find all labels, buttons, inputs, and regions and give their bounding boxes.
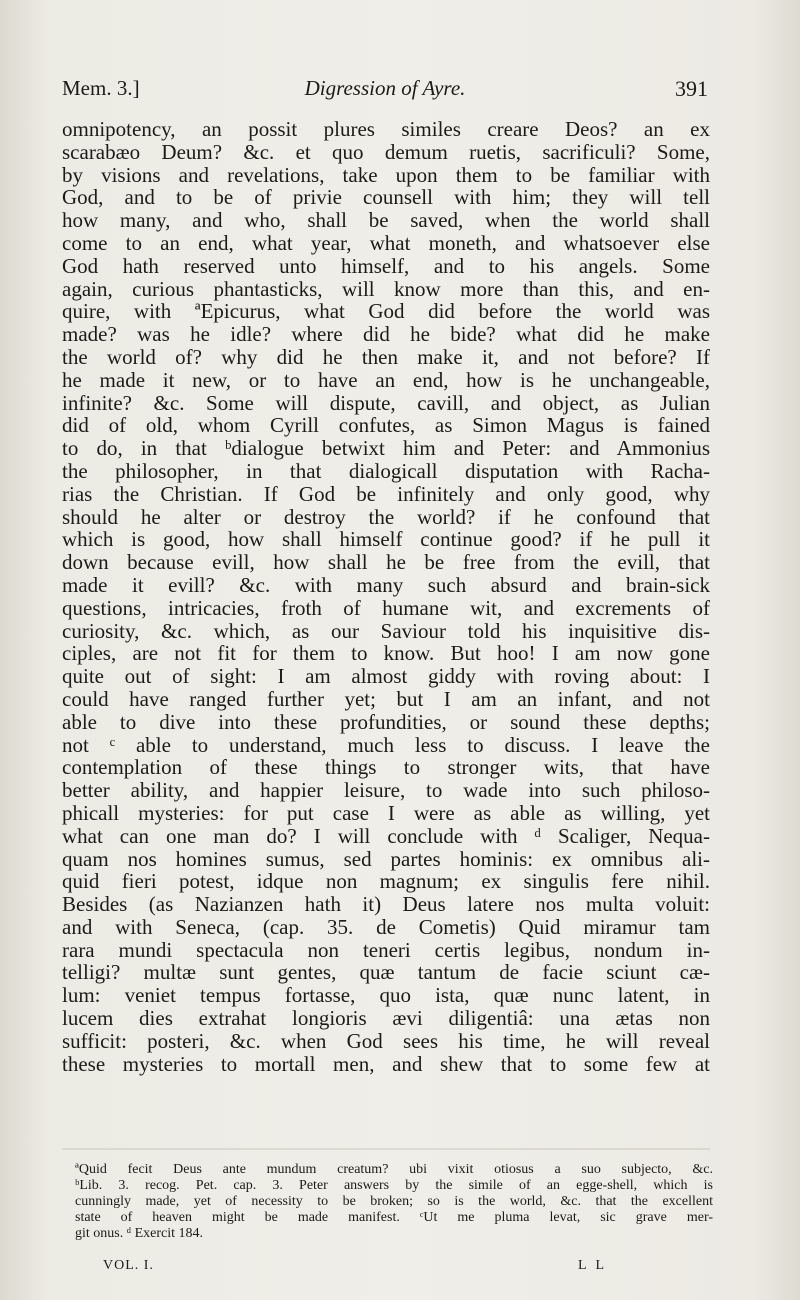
text-line: to do, in that ᵇdialogue betwixt him and Peter: and Ammonius <box>62 436 710 461</box>
text-line: telligi? multæ sunt gentes, quæ tantum de facie sciunt cæ- <box>62 960 710 985</box>
volume-signature: VOL. I. <box>103 1258 154 1273</box>
page-number: 391 <box>675 76 708 101</box>
text-line: lum: veniet tempus fortasse, quo ista, quæ nunc latent, in <box>62 983 710 1008</box>
text-line: quid fieri potest, idque non magnum; ex singulis fere nihil. <box>62 869 710 894</box>
text-line: phicall mysteries: for put case I were as able as willing, yet <box>62 800 710 825</box>
text-line: which is good, how shall himself continue good? if he pull it <box>62 527 710 552</box>
text-line: how many, and who, shall be saved, when the world shall <box>62 208 710 233</box>
text-line: come to an end, what year, what moneth, and whatsoever else <box>62 230 710 255</box>
text-line: sufficit: posteri, &c. when God sees his time, he will reveal <box>62 1028 710 1053</box>
text-line: God hath reserved unto himself, and to his angels. Some <box>62 253 710 278</box>
gathering-signature: L L <box>578 1258 608 1273</box>
text-line: better ability, and happier leisure, to wade into such philoso- <box>62 778 710 803</box>
text-line: the world of? why did he then make it, and not before? If <box>62 344 710 369</box>
text-line: could have ranged further yet; but I am an infant, and not <box>62 686 710 711</box>
text-line: rias the Christian. If God be infinitely and only good, why <box>62 481 710 506</box>
text-line: questions, intricacies, froth of humane wit, and excrements of <box>62 595 710 620</box>
text-line: able to dive into these profundities, or sound these depths; <box>62 709 710 734</box>
running-header <box>62 76 708 106</box>
section-marker: Mem. 3.] <box>62 76 140 100</box>
footnotes <box>75 1162 713 1242</box>
text-line: these mysteries to mortall men, and shew that to some few at <box>62 1051 710 1076</box>
text-line: ciples, are not fit for them to know. But hoo! I am now gone <box>62 641 710 666</box>
text-line: curiosity, &c. which, as our Saviour told his inquisitive dis- <box>62 618 710 643</box>
footnote-line: git onus. ᵈ Exercit 184. <box>75 1226 204 1241</box>
text-line: infinite? &c. Some will dispute, cavill, and object, as Julian <box>62 390 710 415</box>
text-line: quite out of sight: I am almost giddy with roving about: I <box>62 664 710 689</box>
footnote-line: state of heaven might be made manifest. ᶜUt me pluma levat, sic grave mer- <box>75 1210 713 1225</box>
text-line: by visions and revelations, take upon them to be familiar with <box>62 162 710 187</box>
text-line: scarabæo Deum? &c. et quo demum ruetis, sacrificuli? Some, <box>62 139 710 164</box>
text-line: and with Seneca, (cap. 35. de Cometis) Quid miramur tam <box>62 914 710 939</box>
text-line: made it evill? &c. with many such absurd and brain-sick <box>62 572 710 597</box>
text-line: quire, with ªEpicurus, what God did before the world was <box>62 299 710 324</box>
text-line: Besides (as Nazianzen hath it) Deus latere nos multa voluit: <box>62 892 710 917</box>
text-line: what can one man do? I will conclude with ᵈ Scaliger, Nequa- <box>62 823 710 848</box>
text-line: down because evill, how shall he be free from the evill, that <box>62 550 710 575</box>
text-line: did of old, whom Cyrill confutes, as Simon Magus is fained <box>62 413 710 438</box>
running-title: Digression of Ayre. <box>304 76 466 100</box>
footnote-line: cunningly made, yet of necessity to be broken; so is the world, &c. that the excellent <box>75 1194 713 1209</box>
text-line: omnipotency, an possit plures similes creare Deos? an ex <box>62 117 710 141</box>
text-line: again, curious phantasticks, will know more than this, and en- <box>62 276 710 301</box>
text-line: not ᶜ able to understand, much less to discuss. I leave the <box>62 732 710 757</box>
text-line: should he alter or destroy the world? if he confound that <box>62 504 710 529</box>
text-line: contemplation of these things to stronger wits, that have <box>62 755 710 780</box>
footnote-rule <box>62 1148 710 1150</box>
footnote-line: ᵇLib. 3. recog. Pet. cap. 3. Peter answers by the simile of an egge-shell, which is <box>75 1178 713 1193</box>
text-line: God, and to be of privie counsell with him; they will tell <box>62 185 710 210</box>
footnote-line: ªQuid fecit Deus ante mundum creatum? ubi vixit otiosus a suo subjecto, &c. <box>75 1162 713 1177</box>
text-line: rara mundi spectacula non teneri certis legibus, nondum in- <box>62 937 710 962</box>
text-line: made? was he idle? where did he bide? what did he make <box>62 322 710 347</box>
text-line: quam nos homines sumus, sed partes hominis: ex omnibus ali- <box>62 846 710 871</box>
text-line: he made it new, or to have an end, how is he unchangeable, <box>62 367 710 392</box>
text-line: lucem dies extrahat longioris ævi diligentiâ: una ætas non <box>62 1006 710 1031</box>
text-line: the philosopher, in that dialogicall disputation with Racha- <box>62 458 710 483</box>
main-text <box>62 118 710 1075</box>
